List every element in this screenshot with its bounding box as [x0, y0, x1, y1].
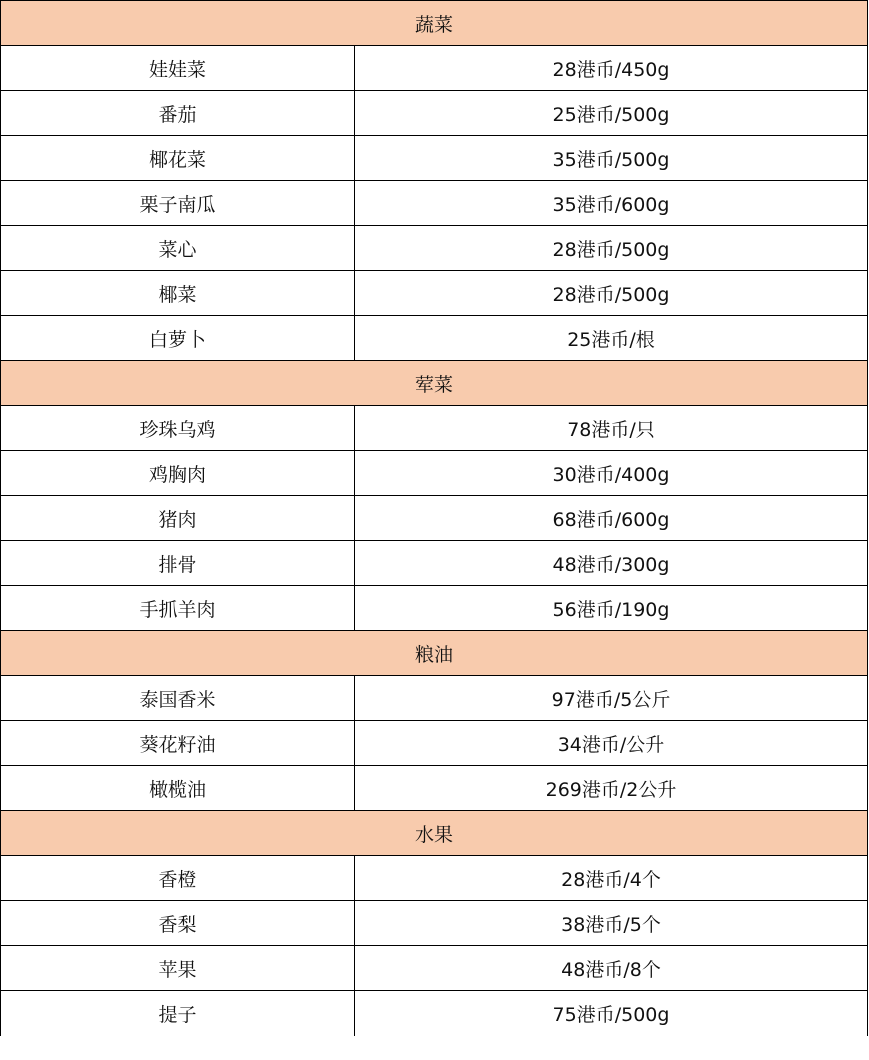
- section-header-row: [1, 631, 868, 676]
- table-row: [1, 721, 868, 766]
- item-name: 番茄: [1, 91, 355, 136]
- table-row: [1, 406, 868, 451]
- table-row: [1, 676, 868, 721]
- table-row: [1, 91, 868, 136]
- item-name: 提子: [1, 991, 355, 1036]
- item-name: 橄榄油: [1, 766, 355, 811]
- item-price: 34港币/公升: [355, 721, 868, 766]
- table-row: [1, 856, 868, 901]
- item-price: 28港币/4个: [355, 856, 868, 901]
- item-price: 28港币/500g: [355, 271, 868, 316]
- item-price: 30港币/400g: [355, 451, 868, 496]
- item-price: 28港币/500g: [355, 226, 868, 271]
- item-price: 28港币/450g: [355, 46, 868, 91]
- table-row: [1, 586, 868, 631]
- item-name: 白萝卜: [1, 316, 355, 361]
- item-price: 68港币/600g: [355, 496, 868, 541]
- table-row: [1, 496, 868, 541]
- table-row: [1, 766, 868, 811]
- item-price: 48港币/300g: [355, 541, 868, 586]
- item-name: 葵花籽油: [1, 721, 355, 766]
- item-price: 38港币/5个: [355, 901, 868, 946]
- table-row: [1, 991, 868, 1036]
- item-price: 75港币/500g: [355, 991, 868, 1036]
- section-title: 蔬菜: [1, 1, 868, 46]
- item-name: 手抓羊肉: [1, 586, 355, 631]
- table-row: [1, 946, 868, 991]
- item-name: 娃娃菜: [1, 46, 355, 91]
- item-name: 珍珠乌鸡: [1, 406, 355, 451]
- table-row: [1, 271, 868, 316]
- item-name: 鸡胸肉: [1, 451, 355, 496]
- item-name: 椰花菜: [1, 136, 355, 181]
- item-name: 栗子南瓜: [1, 181, 355, 226]
- section-header-row: [1, 811, 868, 856]
- item-price: 97港币/5公斤: [355, 676, 868, 721]
- section-header-row: [1, 361, 868, 406]
- item-name: 椰菜: [1, 271, 355, 316]
- section-header-row: [1, 1, 868, 46]
- table-row: [1, 901, 868, 946]
- table-row: [1, 136, 868, 181]
- item-price: 48港币/8个: [355, 946, 868, 991]
- item-name: 泰国香米: [1, 676, 355, 721]
- item-name: 苹果: [1, 946, 355, 991]
- item-name: 香梨: [1, 901, 355, 946]
- table-row: [1, 46, 868, 91]
- item-name: 排骨: [1, 541, 355, 586]
- table-row: [1, 316, 868, 361]
- table-row: [1, 541, 868, 586]
- item-price: 56港币/190g: [355, 586, 868, 631]
- item-price: 25港币/根: [355, 316, 868, 361]
- item-name: 香橙: [1, 856, 355, 901]
- section-title: 荤菜: [1, 361, 868, 406]
- item-price: 35港币/600g: [355, 181, 868, 226]
- section-title: 水果: [1, 811, 868, 856]
- item-price: 35港币/500g: [355, 136, 868, 181]
- item-price: 78港币/只: [355, 406, 868, 451]
- item-name: 猪肉: [1, 496, 355, 541]
- item-price: 269港币/2公升: [355, 766, 868, 811]
- section-title: 粮油: [1, 631, 868, 676]
- item-price: 25港币/500g: [355, 91, 868, 136]
- item-name: 菜心: [1, 226, 355, 271]
- table-row: [1, 226, 868, 271]
- table-row: [1, 451, 868, 496]
- table-row: [1, 181, 868, 226]
